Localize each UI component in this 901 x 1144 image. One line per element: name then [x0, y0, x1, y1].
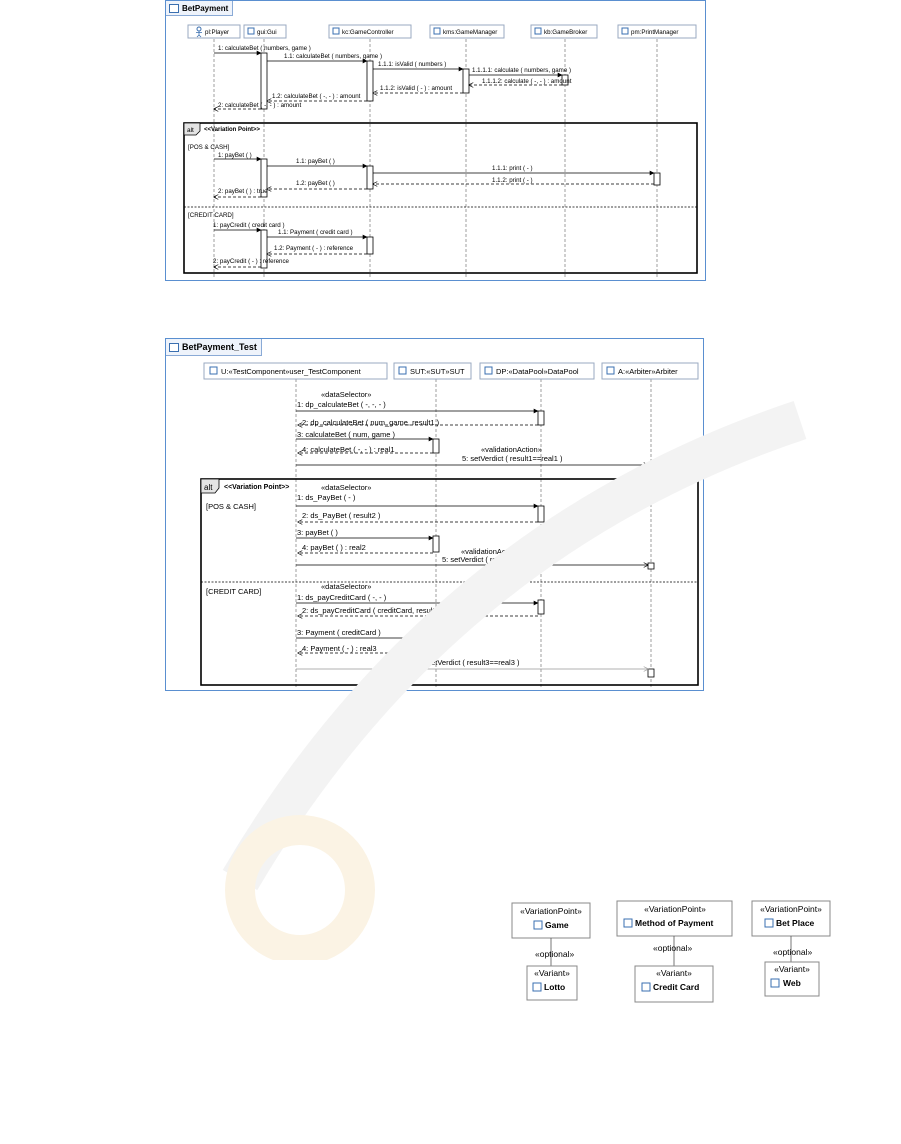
class-icon	[535, 28, 541, 34]
lifeline-label: kb:GameBroker	[544, 29, 588, 36]
lifeline-head-gamebroker[interactable]	[531, 25, 597, 38]
lifeline-label: U:«TestComponent»user_TestComponent	[221, 367, 361, 376]
lifeline-label: A:«Arbiter»Arbiter	[618, 367, 678, 376]
variant-lotto[interactable]	[527, 966, 577, 1000]
lifeline-head-gamemanager[interactable]	[430, 25, 504, 38]
lifeline-label: pm:PrintManager	[631, 29, 679, 36]
class-icon	[534, 921, 542, 929]
message-label: 1: payCredit ( credit card )	[213, 222, 285, 229]
guard: [CREDIT CARD]	[206, 587, 262, 596]
guard: [POS & CASH]	[206, 502, 257, 511]
stereotype-label: «dataSelector»	[321, 483, 372, 492]
fragment-stereotype: <<Variation Point>>	[204, 127, 261, 133]
message-label: 1.1.1: isValid ( numbers )	[378, 61, 447, 68]
stereotype: «VariationPoint»	[644, 904, 706, 914]
activation-bars	[433, 411, 654, 677]
stereotype-label: «validationAction»	[461, 547, 522, 556]
message-label: 1.1: Payment ( credit card )	[278, 229, 353, 236]
variant-credit-card[interactable]	[635, 966, 713, 1002]
lifelines	[214, 39, 657, 277]
class-icon	[248, 28, 254, 34]
message-label: 1.1: calculateBet ( numbers, game )	[284, 53, 383, 60]
guard: [POS & CASH]	[188, 144, 230, 151]
message-label: 1: dp_calculateBet ( -, -, - )	[297, 400, 386, 409]
lifeline-label: gui:Gui	[257, 29, 277, 36]
class-icon	[624, 919, 632, 927]
message-label: 1.1.1.2: calculate ( -, - ) : amount	[482, 78, 572, 85]
lifeline-label: SUT:«SUT»SUT	[410, 367, 465, 376]
guard: [CREDIT CARD]	[188, 212, 234, 219]
message-label: 2: dp_calculateBet ( num_game, result1 )	[302, 418, 440, 427]
lifeline-head-gamecontroller[interactable]	[329, 25, 411, 38]
lifeline-head-player[interactable]	[188, 25, 240, 38]
element-name: Web	[783, 978, 801, 988]
class-icon	[210, 367, 217, 374]
fragment-operator: alt	[187, 127, 194, 134]
variation-point-bet-place[interactable]	[752, 901, 830, 936]
stereotype: «VariationPoint»	[760, 904, 822, 914]
message-label: 1.1: payBet ( )	[296, 158, 335, 165]
message-label: 3: Payment ( creditCard )	[297, 628, 381, 637]
message-label: 1: ds_PayBet ( - )	[297, 493, 356, 502]
stereotype-label: «dataSelector»	[321, 582, 372, 591]
element-name: Game	[545, 920, 569, 930]
message-label: 1.1.1: print ( - )	[492, 165, 533, 172]
lifeline-label: DP:«DataPool»DataPool	[496, 367, 579, 376]
message-label: 2: ds_payCreditCard ( creditCard, result3 )	[302, 606, 444, 615]
element-name: Bet Place	[776, 918, 815, 928]
diagram-title: BetPayment	[182, 3, 229, 13]
betpayment-diagram	[165, 0, 706, 281]
element-name: Credit Card	[653, 982, 700, 992]
fragment-stereotype: <<Variation Point>>	[224, 484, 290, 491]
class-icon	[399, 367, 406, 374]
fragment-operator: alt	[204, 483, 213, 492]
lifeline-head-gui[interactable]	[244, 25, 286, 38]
class-icon	[765, 919, 773, 927]
variation-point-game[interactable]	[512, 903, 590, 938]
message-label: 1.1.2: isValid ( - ) : amount	[380, 85, 453, 92]
lifeline-label: kms:GameManager	[443, 29, 498, 36]
message-label: 5: setVerdict ( result2==real2 )	[442, 555, 543, 564]
lifeline-head-sut[interactable]	[394, 363, 471, 379]
message-label: 1.2: calculateBet ( -, - ) : amount	[272, 93, 361, 100]
message-label: 3: payBet ( )	[297, 528, 338, 537]
class-icon	[771, 979, 779, 987]
stereotype: «VariationPoint»	[520, 906, 582, 916]
stereotype: «Variant»	[774, 964, 810, 974]
class-icon	[642, 983, 650, 991]
class-icon	[533, 983, 541, 991]
message-label: 1.2: payBet ( )	[296, 180, 335, 187]
lifeline-label: pl:Player	[205, 29, 230, 36]
message-label: 3: calculateBet ( num, game )	[297, 430, 395, 439]
message-label: 5: setVerdict ( result1==real1 )	[462, 454, 563, 463]
class-icon	[607, 367, 614, 374]
lifeline-head-printmanager[interactable]	[618, 25, 696, 38]
variant-web[interactable]	[765, 962, 819, 996]
betpayment-test-diagram	[165, 338, 704, 691]
message-label: 1.1.2: print ( - )	[492, 177, 533, 184]
message-label: 1: payBet ( )	[218, 152, 252, 159]
message-label: 4: calculateBet ( -, - ) : real1	[302, 445, 395, 454]
message-label: 2: ds_PayBet ( result2 )	[302, 511, 381, 520]
message-label: 1.1.1.1: calculate ( numbers, game )	[472, 67, 572, 74]
element-name: Lotto	[544, 982, 566, 992]
association-label: «optional»	[653, 943, 693, 953]
variation-point-method-of-payment[interactable]	[617, 901, 732, 936]
association-label: «optional»	[535, 949, 575, 959]
lifeline-head-testcomponent[interactable]	[204, 363, 387, 379]
message-label: 1.2: Payment ( - ) : reference	[274, 245, 354, 252]
class-icon	[485, 367, 492, 374]
message-label: 4: Payment ( - ) : real3	[302, 644, 377, 653]
message-label: 2: payBet ( ) : true	[218, 188, 268, 195]
association-label: «optional»	[773, 947, 813, 957]
stereotype: «Variant»	[656, 968, 692, 978]
message-label: 2: calculateBet ( -, - ) : amount	[218, 102, 302, 109]
lifeline-head-arbiter[interactable]	[602, 363, 698, 379]
diagram-title: BetPayment_Test	[182, 342, 257, 352]
message-label: 5: setVerdict ( result3==real3 )	[419, 658, 520, 667]
class-icon	[434, 28, 440, 34]
alt-fragment[interactable]	[201, 479, 698, 685]
variation-point-diagram	[505, 898, 845, 1008]
message-label: 2: payCredit ( - ) : reference	[213, 258, 289, 265]
stereotype-label: «dataSelector»	[321, 390, 372, 399]
stereotype-label: «validationAction»	[481, 445, 542, 454]
message-label: 1: ds_payCreditCard ( -, - )	[297, 593, 387, 602]
message-label: 4: payBet ( ) : real2	[302, 543, 366, 552]
lifeline-label: kc:GameController	[342, 29, 394, 36]
element-name: Method of Payment	[635, 918, 714, 928]
lifeline-head-datapool[interactable]	[480, 363, 594, 379]
class-icon	[622, 28, 628, 34]
stereotype: «Variant»	[534, 968, 570, 978]
message-label: 1: calculateBet ( numbers, game )	[218, 45, 311, 52]
class-icon	[333, 28, 339, 34]
